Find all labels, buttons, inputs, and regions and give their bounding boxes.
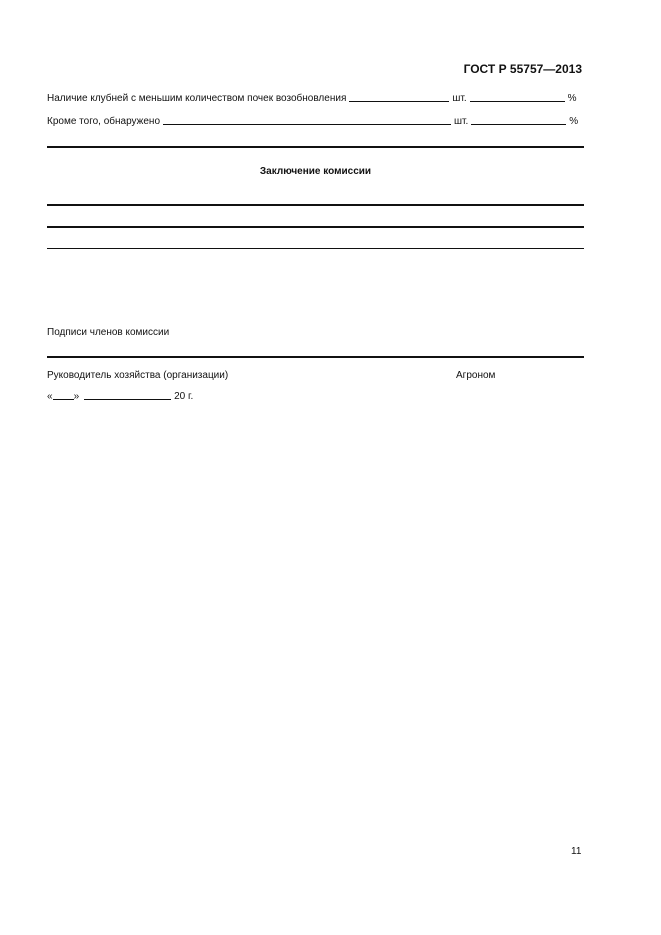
percent-sign: % (569, 116, 579, 127)
conclusion-title: Заключение комиссии (259, 166, 372, 177)
conclusion-line-2[interactable] (47, 226, 584, 228)
form-row-also-found (47, 113, 584, 127)
month-blank-field[interactable] (84, 399, 171, 400)
percent-blank-field[interactable] (470, 101, 565, 102)
date-quote-open: « (47, 391, 53, 402)
count-blank-field[interactable] (349, 101, 449, 102)
blank-line[interactable] (47, 146, 584, 148)
conclusion-line-3[interactable] (47, 248, 584, 249)
date-line (47, 391, 193, 402)
page-number: 11 (571, 846, 582, 857)
percent-sign: % (567, 93, 577, 104)
form-row-fewer-buds (47, 90, 584, 104)
year-label: 20 г. (174, 391, 194, 402)
document-standard-number: ГОСТ Р 55757—2013 (463, 62, 582, 76)
row-label: Наличие клубней с меньшим количеством почек возобновления (47, 93, 347, 104)
signatures-title: Подписи членов комиссии (47, 327, 170, 338)
unit-label: шт. (452, 93, 467, 104)
found-blank-field[interactable] (163, 124, 451, 125)
unit-label: шт. (454, 116, 469, 127)
percent-blank-field[interactable] (471, 124, 566, 125)
agronomist-label: Агроном (456, 370, 496, 381)
conclusion-line-1[interactable] (47, 204, 584, 206)
date-quote-close: » (73, 391, 80, 402)
signature-line[interactable] (47, 356, 584, 358)
head-of-farm-label: Руководитель хозяйства (организации) (47, 370, 229, 381)
day-blank-field[interactable] (53, 399, 74, 400)
row-label: Кроме того, обнаружено (47, 116, 161, 127)
